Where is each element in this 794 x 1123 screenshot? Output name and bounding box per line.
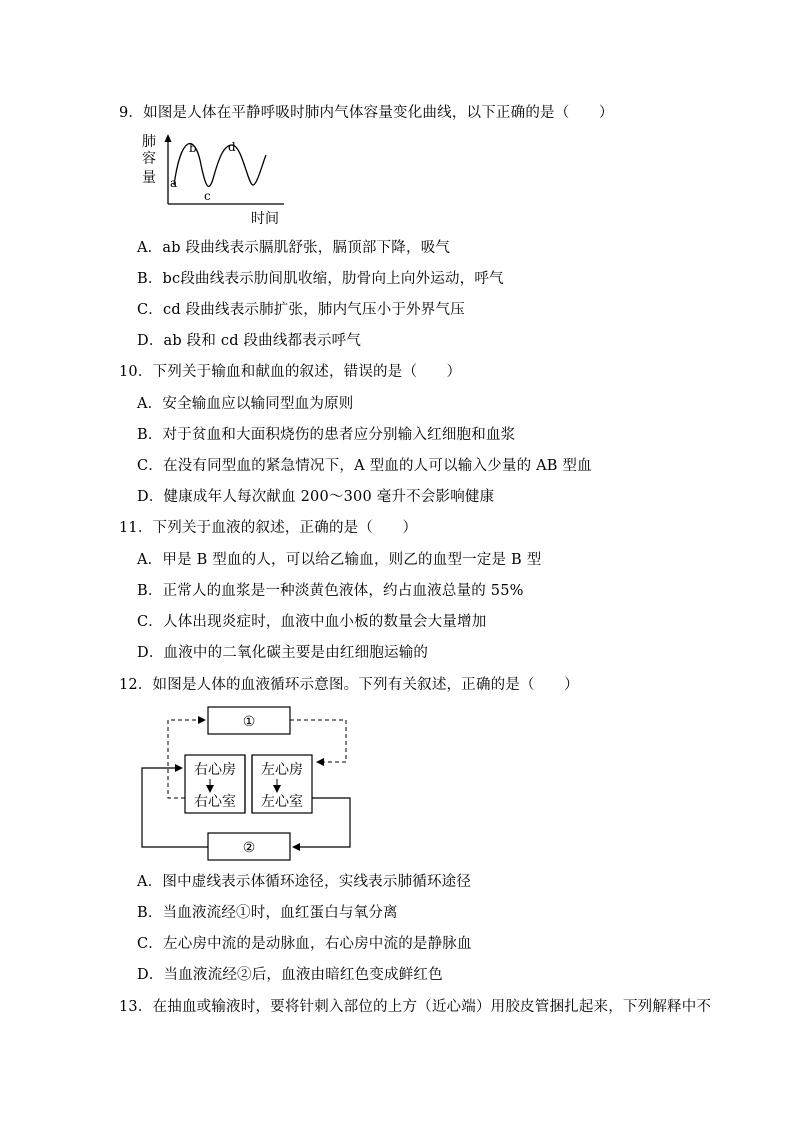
q12-option-b: B．当血液流经①时，血红蛋白与氧分离 <box>137 905 398 921</box>
graph-ylabel-2: 容 <box>142 151 156 167</box>
q10-option-a: A．安全输血应以输同型血为原则 <box>137 396 354 412</box>
graph-y-arrow <box>165 134 172 142</box>
question-11-stem: 11．下列关于血液的叙述，正确的是（ ） <box>119 520 418 536</box>
question-13-stem: 13．在抽血或输液时，要将针刺入部位的上方（近心端）用胶皮管捆扎起来，下列解释中不 <box>119 999 712 1015</box>
q10-option-b: B．对于贫血和大面积烧伤的患者应分别输入红细胞和血浆 <box>137 427 516 443</box>
right-atrium-label: 右心房 <box>194 762 236 778</box>
left-ventricle-label: 左心室 <box>261 794 303 810</box>
graph-ylabel-1: 肺 <box>142 134 156 150</box>
left-atrium-label: 左心房 <box>261 762 303 778</box>
blood-circulation-diagram <box>138 702 358 862</box>
q9-option-c: C．cd 段曲线表示肺扩张，肺内气压小于外界气压 <box>137 302 465 318</box>
graph-ylabel-3: 量 <box>142 170 156 186</box>
graph-point-b: b <box>189 141 197 155</box>
q11-option-c: C．人体出现炎症时，血液中血小板的数量会大量增加 <box>137 614 487 630</box>
graph-xlabel: 时间 <box>251 211 279 227</box>
q11-option-b: B．正常人的血浆是一种淡黄色液体，约占血液总量的 55% <box>137 583 524 599</box>
graph-point-a: a <box>170 176 178 190</box>
right-ventricle-label: 右心室 <box>194 794 236 810</box>
q11-option-d: D．血液中的二氧化碳主要是由红细胞运输的 <box>137 645 429 661</box>
q11-option-a: A．甲是 B 型血的人，可以给乙输血，则乙的血型一定是 B 型 <box>137 552 542 568</box>
box-2-label: ② <box>242 840 256 856</box>
q9-option-d: D．ab 段和 cd 段曲线都表示呼气 <box>137 333 362 349</box>
graph-point-c: c <box>204 189 211 203</box>
q12-option-a: A．图中虚线表示体循环途径，实线表示肺循环途径 <box>137 874 472 890</box>
q9-option-a: A．ab 段曲线表示膈肌舒张，膈顶部下降，吸气 <box>137 240 451 256</box>
q9-option-b: B．bc段曲线表示肋间肌收缩，肋骨向上向外运动，呼气 <box>137 271 504 287</box>
q12-option-d: D．当血液流经②后，血液由暗红色变成鲜红色 <box>137 967 443 983</box>
box-1-label: ① <box>242 714 256 730</box>
q10-option-c: C．在没有同型血的紧急情况下，A 型血的人可以输入少量的 AB 型血 <box>137 458 592 474</box>
question-10-stem: 10．下列关于输血和献血的叙述，错误的是（ ） <box>119 364 462 380</box>
lung-volume-curve <box>174 144 266 187</box>
q12-option-c: C．左心房中流的是动脉血，右心房中流的是静脉血 <box>137 936 472 952</box>
question-12-stem: 12．如图是人体的血液循环示意图。下列有关叙述，正确的是（ ） <box>119 677 579 693</box>
q10-option-d: D．健康成年人每次献血 200～300 毫升不会影响健康 <box>137 489 495 505</box>
lung-volume-graph <box>136 130 296 230</box>
question-9-stem: 9．如图是人体在平静呼吸时肺内气体容量变化曲线，以下正确的是（ ） <box>119 105 614 121</box>
graph-point-d: d <box>228 140 236 154</box>
